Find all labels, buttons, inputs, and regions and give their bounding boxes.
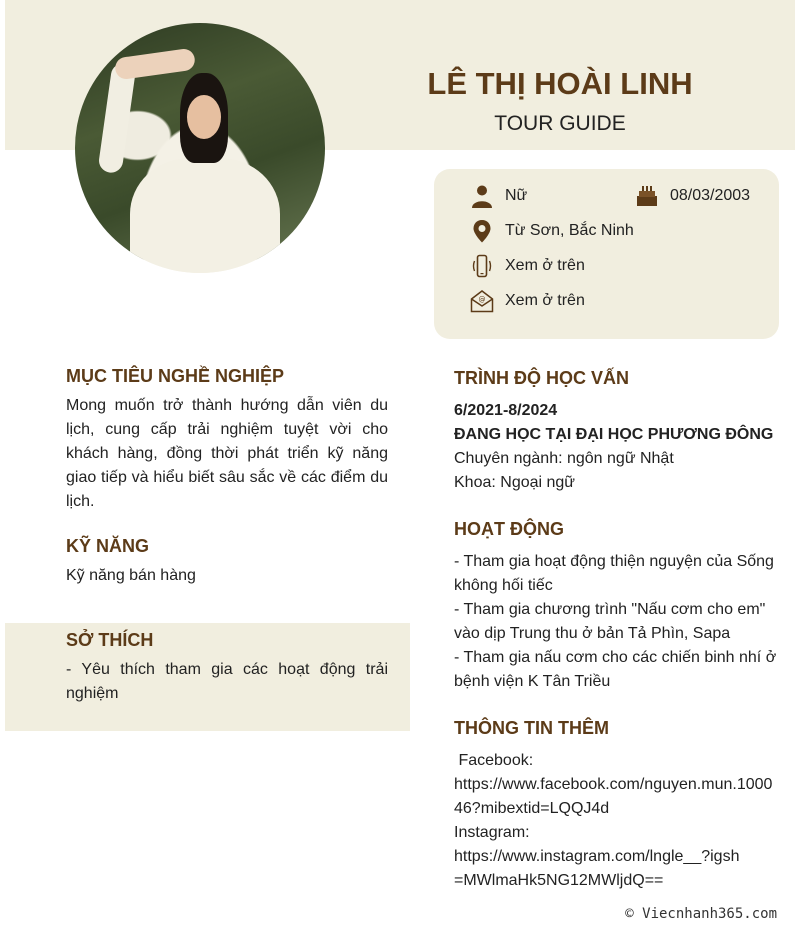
address-value: Từ Sơn, Bắc Ninh bbox=[505, 222, 634, 239]
instagram-link[interactable]: https://www.instagram.com/lngle__?igsh=MWlmaHk5NG12MWljdQ== bbox=[454, 848, 740, 889]
skills-text: Kỹ năng bán hàng bbox=[66, 567, 196, 584]
svg-text:@: @ bbox=[478, 295, 486, 304]
education-major: Chuyên ngành: ngôn ngữ Nhật bbox=[454, 450, 674, 467]
phone-icon bbox=[469, 253, 495, 279]
cake-icon bbox=[634, 183, 660, 209]
profile-photo bbox=[75, 23, 325, 273]
more-info-title: THÔNG TIN THÊM bbox=[454, 718, 609, 738]
email-row bbox=[469, 288, 585, 314]
footer-copyright: © Viecnhanh365.com bbox=[625, 906, 777, 922]
candidate-name: LÊ THỊ HOÀI LINH bbox=[427, 66, 693, 101]
activity-item: - Tham gia nấu cơm cho các chiến binh nhí ở bệnh viện K Tân Triều bbox=[454, 649, 777, 690]
skills-title: KỸ NĂNG bbox=[66, 536, 150, 556]
personal-info-card bbox=[434, 169, 779, 339]
hobbies-title: SỞ THÍCH bbox=[66, 630, 154, 650]
location-pin-icon bbox=[469, 218, 495, 244]
birthday-row bbox=[634, 183, 750, 209]
gender-row bbox=[469, 183, 527, 209]
gender-value: Nữ bbox=[505, 187, 528, 204]
job-title: TOUR GUIDE bbox=[494, 112, 626, 135]
instagram-label: Instagram: bbox=[454, 824, 530, 841]
activity-item: - Tham gia hoạt động thiện nguyện của Sống không hối tiếc bbox=[454, 553, 774, 594]
email-value: Xem ở trên bbox=[505, 292, 585, 309]
education-period: 6/2021-8/2024 bbox=[454, 402, 558, 419]
facebook-link[interactable]: https://www.facebook.com/nguyen.mun.100046?mibextid=LQQJ4d bbox=[454, 776, 773, 817]
education-faculty: Khoa: Ngoại ngữ bbox=[454, 474, 576, 491]
activities-title: HOẠT ĐỘNG bbox=[454, 519, 564, 539]
activities-list bbox=[454, 550, 780, 694]
objective-text: Mong muốn trở thành hướng dẫn viên du lịch, cung cấp trải nghiệm tuyệt vời cho khách hàng, đồng thời phát triển kỹ năng giao tiếp và hiểu biết sâu sắc về các điểm du lịch. bbox=[66, 397, 388, 510]
person-icon bbox=[469, 183, 495, 209]
objective-title: MỤC TIÊU NGHỀ NGHIỆP bbox=[66, 366, 285, 386]
hobbies-text: - Yêu thích tham gia các hoạt động trải nghiệm bbox=[66, 661, 388, 702]
facebook-label: Facebook: bbox=[454, 752, 534, 769]
education-title: TRÌNH ĐỘ HỌC VẤN bbox=[454, 368, 629, 388]
envelope-icon bbox=[469, 288, 495, 314]
address-row bbox=[469, 218, 634, 244]
birthday-value: 08/03/2003 bbox=[670, 187, 751, 204]
education-school: ĐANG HỌC TẠI ĐẠI HỌC PHƯƠNG ĐÔNG bbox=[454, 426, 774, 443]
phone-value: Xem ở trên bbox=[505, 257, 585, 274]
phone-row bbox=[469, 253, 585, 279]
activity-item: - Tham gia chương trình "Nấu cơm cho em" vào dịp Trung thu ở bản Tả Phìn, Sapa bbox=[454, 601, 766, 642]
